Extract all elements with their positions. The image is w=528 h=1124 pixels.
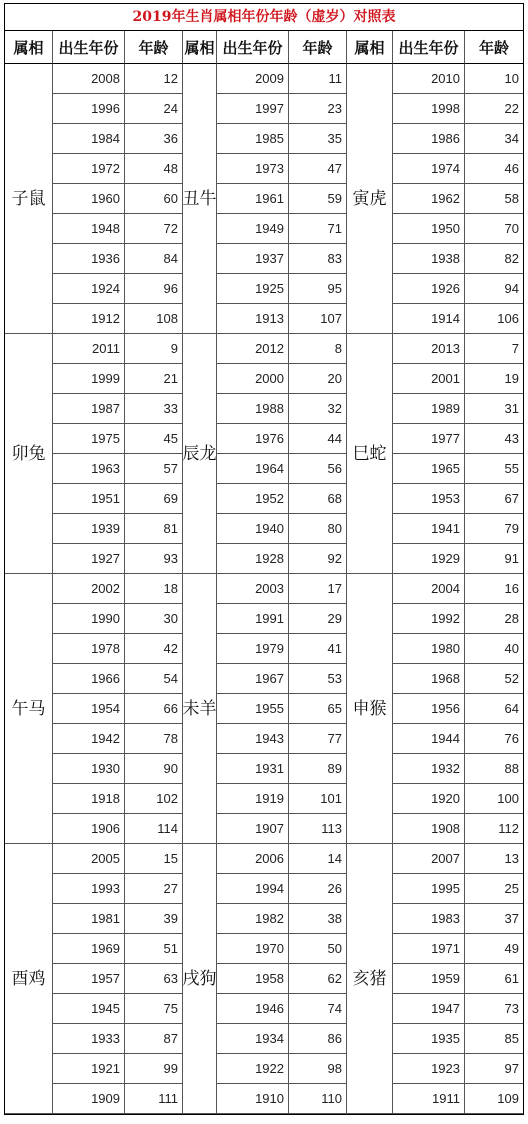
zodiac-char: 未	[183, 698, 200, 719]
age-cell: 12	[125, 64, 183, 94]
age-cell: 25	[465, 874, 523, 904]
birth-year-cell: 1979	[217, 634, 289, 664]
age-cell: 14	[289, 844, 347, 874]
zodiac-char: 午	[11, 698, 29, 719]
zodiac-name-cell	[5, 334, 53, 574]
age-cell: 33	[125, 394, 183, 424]
birth-year-cell: 1981	[53, 904, 125, 934]
age-cell: 36	[125, 124, 183, 154]
age-cell: 112	[465, 814, 523, 844]
birth-year-cell: 2010	[393, 64, 465, 94]
birth-year-cell: 1931	[217, 754, 289, 784]
age-cell: 16	[465, 574, 523, 604]
birth-year-cell: 1946	[217, 994, 289, 1024]
age-cell: 48	[125, 154, 183, 184]
zodiac-char: 虎	[369, 188, 387, 209]
birth-year-cell: 1928	[217, 544, 289, 574]
birth-year-cell: 1952	[217, 484, 289, 514]
age-cell: 100	[465, 784, 523, 814]
age-cell: 26	[289, 874, 347, 904]
birth-year-cell: 1939	[53, 514, 125, 544]
age-cell: 108	[125, 304, 183, 334]
birth-year-cell: 1980	[393, 634, 465, 664]
age-cell: 21	[125, 364, 183, 394]
age-cell: 54	[125, 664, 183, 694]
age-cell: 99	[125, 1054, 183, 1084]
age-cell: 113	[289, 814, 347, 844]
age-cell: 67	[465, 484, 523, 514]
zodiac-char: 寅	[352, 188, 370, 209]
birth-year-cell: 1989	[393, 394, 465, 424]
birth-year-cell: 1998	[393, 94, 465, 124]
zodiac-name-cell	[347, 334, 393, 574]
age-cell: 70	[465, 214, 523, 244]
birth-year-cell: 1932	[393, 754, 465, 784]
age-cell: 79	[465, 514, 523, 544]
header-age: 年龄	[125, 31, 183, 64]
birth-year-cell: 1971	[393, 934, 465, 964]
age-cell: 93	[125, 544, 183, 574]
birth-year-cell: 1948	[53, 214, 125, 244]
birth-year-cell: 1964	[217, 454, 289, 484]
zodiac-char: 龙	[199, 443, 217, 464]
age-cell: 111	[125, 1084, 183, 1114]
header-age: 年龄	[465, 31, 523, 64]
header-zodiac: 属相	[5, 31, 53, 64]
age-cell: 27	[125, 874, 183, 904]
zodiac-char: 羊	[199, 698, 217, 719]
birth-year-cell: 1995	[393, 874, 465, 904]
birth-year-cell: 1978	[53, 634, 125, 664]
age-cell: 102	[125, 784, 183, 814]
age-cell: 45	[125, 424, 183, 454]
age-cell: 38	[289, 904, 347, 934]
birth-year-cell: 2008	[53, 64, 125, 94]
age-cell: 94	[465, 274, 523, 304]
age-cell: 42	[125, 634, 183, 664]
table-title: 2019年生肖属相年份年龄（虚岁）对照表	[5, 4, 523, 31]
header-age: 年龄	[289, 31, 347, 64]
age-cell: 29	[289, 604, 347, 634]
age-cell: 59	[289, 184, 347, 214]
age-cell: 13	[465, 844, 523, 874]
age-cell: 30	[125, 604, 183, 634]
birth-year-cell: 1954	[53, 694, 125, 724]
birth-year-cell: 1947	[393, 994, 465, 1024]
birth-year-cell: 1983	[393, 904, 465, 934]
age-cell: 49	[465, 934, 523, 964]
zodiac-name-cell	[183, 844, 217, 1114]
birth-year-cell: 1913	[217, 304, 289, 334]
birth-year-cell: 1982	[217, 904, 289, 934]
age-cell: 89	[289, 754, 347, 784]
zodiac-char: 鼠	[28, 188, 46, 209]
zodiac-name-cell	[5, 844, 53, 1114]
birth-year-cell: 1967	[217, 664, 289, 694]
birth-year-cell: 1984	[53, 124, 125, 154]
birth-year-cell: 1966	[53, 664, 125, 694]
age-cell: 11	[289, 64, 347, 94]
birth-year-cell: 1936	[53, 244, 125, 274]
birth-year-cell: 1963	[53, 454, 125, 484]
birth-year-cell: 1943	[217, 724, 289, 754]
birth-year-cell: 1970	[217, 934, 289, 964]
age-cell: 41	[289, 634, 347, 664]
birth-year-cell: 1934	[217, 1024, 289, 1054]
age-cell: 15	[125, 844, 183, 874]
birth-year-cell: 1996	[53, 94, 125, 124]
age-cell: 24	[125, 94, 183, 124]
header-zodiac: 属相	[183, 31, 217, 64]
zodiac-name-cell	[347, 64, 393, 334]
birth-year-cell: 1924	[53, 274, 125, 304]
birth-year-cell: 1938	[393, 244, 465, 274]
birth-year-cell: 1906	[53, 814, 125, 844]
zodiac-name-cell	[183, 64, 217, 334]
birth-year-cell: 1957	[53, 964, 125, 994]
birth-year-cell: 2007	[393, 844, 465, 874]
zodiac-name-cell	[5, 64, 53, 334]
birth-year-cell: 1969	[53, 934, 125, 964]
age-cell: 80	[289, 514, 347, 544]
zodiac-char: 子	[11, 188, 29, 209]
age-cell: 87	[125, 1024, 183, 1054]
age-cell: 107	[289, 304, 347, 334]
age-cell: 85	[465, 1024, 523, 1054]
age-cell: 74	[289, 994, 347, 1024]
birth-year-cell: 1940	[217, 514, 289, 544]
age-cell: 18	[125, 574, 183, 604]
zodiac-age-table	[4, 3, 524, 1115]
birth-year-cell: 2003	[217, 574, 289, 604]
birth-year-cell: 1987	[53, 394, 125, 424]
age-cell: 60	[125, 184, 183, 214]
zodiac-char: 兔	[28, 443, 46, 464]
birth-year-cell: 2012	[217, 334, 289, 364]
age-cell: 61	[465, 964, 523, 994]
age-cell: 46	[465, 154, 523, 184]
birth-year-cell: 2000	[217, 364, 289, 394]
birth-year-cell: 1962	[393, 184, 465, 214]
birth-year-cell: 1907	[217, 814, 289, 844]
age-cell: 81	[125, 514, 183, 544]
birth-year-cell: 1999	[53, 364, 125, 394]
age-cell: 55	[465, 454, 523, 484]
age-cell: 51	[125, 934, 183, 964]
birth-year-cell: 1991	[217, 604, 289, 634]
age-cell: 75	[125, 994, 183, 1024]
zodiac-name-cell	[347, 574, 393, 844]
birth-year-cell: 2002	[53, 574, 125, 604]
age-cell: 53	[289, 664, 347, 694]
birth-year-cell: 1997	[217, 94, 289, 124]
birth-year-cell: 1992	[393, 604, 465, 634]
age-cell: 58	[465, 184, 523, 214]
zodiac-char: 狗	[199, 968, 217, 989]
zodiac-char: 猴	[369, 698, 387, 719]
age-cell: 28	[465, 604, 523, 634]
age-cell: 8	[289, 334, 347, 364]
birth-year-cell: 1911	[393, 1084, 465, 1114]
birth-year-cell: 1912	[53, 304, 125, 334]
zodiac-char: 卯	[11, 443, 29, 464]
birth-year-cell: 1976	[217, 424, 289, 454]
birth-year-cell: 1921	[53, 1054, 125, 1084]
birth-year-cell: 1945	[53, 994, 125, 1024]
zodiac-char: 酉	[11, 968, 29, 989]
birth-year-cell: 2011	[53, 334, 125, 364]
header-birth-year: 出生年份	[53, 31, 125, 64]
birth-year-cell: 1930	[53, 754, 125, 784]
age-cell: 66	[125, 694, 183, 724]
birth-year-cell: 2005	[53, 844, 125, 874]
zodiac-char: 申	[352, 698, 370, 719]
age-cell: 50	[289, 934, 347, 964]
birth-year-cell: 1920	[393, 784, 465, 814]
birth-year-cell: 1985	[217, 124, 289, 154]
zodiac-name-cell	[347, 844, 393, 1114]
birth-year-cell: 1909	[53, 1084, 125, 1114]
age-cell: 106	[465, 304, 523, 334]
age-cell: 77	[289, 724, 347, 754]
birth-year-cell: 1918	[53, 784, 125, 814]
zodiac-name-cell	[183, 574, 217, 844]
birth-year-cell: 1988	[217, 394, 289, 424]
age-cell: 92	[289, 544, 347, 574]
age-cell: 114	[125, 814, 183, 844]
age-cell: 22	[465, 94, 523, 124]
birth-year-cell: 1908	[393, 814, 465, 844]
birth-year-cell: 1942	[53, 724, 125, 754]
birth-year-cell: 1923	[393, 1054, 465, 1084]
zodiac-char: 鸡	[28, 968, 46, 989]
age-cell: 40	[465, 634, 523, 664]
birth-year-cell: 1929	[393, 544, 465, 574]
birth-year-cell: 1926	[393, 274, 465, 304]
birth-year-cell: 1977	[393, 424, 465, 454]
age-cell: 62	[289, 964, 347, 994]
age-cell: 32	[289, 394, 347, 424]
age-cell: 95	[289, 274, 347, 304]
age-cell: 101	[289, 784, 347, 814]
age-cell: 31	[465, 394, 523, 424]
birth-year-cell: 1956	[393, 694, 465, 724]
birth-year-cell: 1986	[393, 124, 465, 154]
age-cell: 76	[465, 724, 523, 754]
age-cell: 37	[465, 904, 523, 934]
birth-year-cell: 1950	[393, 214, 465, 244]
age-cell: 52	[465, 664, 523, 694]
birth-year-cell: 1958	[217, 964, 289, 994]
age-cell: 88	[465, 754, 523, 784]
zodiac-char: 马	[28, 698, 46, 719]
age-cell: 69	[125, 484, 183, 514]
birth-year-cell: 1972	[53, 154, 125, 184]
age-cell: 82	[465, 244, 523, 274]
birth-year-cell: 1974	[393, 154, 465, 184]
birth-year-cell: 1941	[393, 514, 465, 544]
age-cell: 91	[465, 544, 523, 574]
header-birth-year: 出生年份	[217, 31, 289, 64]
birth-year-cell: 1910	[217, 1084, 289, 1114]
age-cell: 64	[465, 694, 523, 724]
birth-year-cell: 1933	[53, 1024, 125, 1054]
age-cell: 98	[289, 1054, 347, 1084]
age-cell: 83	[289, 244, 347, 274]
age-cell: 68	[289, 484, 347, 514]
birth-year-cell: 1990	[53, 604, 125, 634]
age-cell: 78	[125, 724, 183, 754]
age-cell: 39	[125, 904, 183, 934]
age-cell: 35	[289, 124, 347, 154]
birth-year-cell: 1949	[217, 214, 289, 244]
birth-year-cell: 1953	[393, 484, 465, 514]
zodiac-name-cell	[5, 574, 53, 844]
age-cell: 57	[125, 454, 183, 484]
birth-year-cell: 1955	[217, 694, 289, 724]
birth-year-cell: 1959	[393, 964, 465, 994]
birth-year-cell: 1961	[217, 184, 289, 214]
age-cell: 20	[289, 364, 347, 394]
birth-year-cell: 1965	[393, 454, 465, 484]
age-cell: 34	[465, 124, 523, 154]
zodiac-name-cell	[183, 334, 217, 574]
zodiac-char: 猪	[369, 968, 387, 989]
age-cell: 43	[465, 424, 523, 454]
birth-year-cell: 2013	[393, 334, 465, 364]
zodiac-char: 蛇	[369, 443, 387, 464]
birth-year-cell: 2004	[393, 574, 465, 604]
age-cell: 86	[289, 1024, 347, 1054]
birth-year-cell: 1993	[53, 874, 125, 904]
birth-year-cell: 1994	[217, 874, 289, 904]
header-birth-year: 出生年份	[393, 31, 465, 64]
age-cell: 10	[465, 64, 523, 94]
birth-year-cell: 1919	[217, 784, 289, 814]
age-cell: 73	[465, 994, 523, 1024]
birth-year-cell: 1914	[393, 304, 465, 334]
age-cell: 110	[289, 1084, 347, 1114]
birth-year-cell: 1973	[217, 154, 289, 184]
birth-year-cell: 1927	[53, 544, 125, 574]
age-cell: 90	[125, 754, 183, 784]
age-cell: 65	[289, 694, 347, 724]
age-cell: 71	[289, 214, 347, 244]
birth-year-cell: 1935	[393, 1024, 465, 1054]
birth-year-cell: 1925	[217, 274, 289, 304]
zodiac-char: 辰	[183, 443, 200, 464]
age-cell: 23	[289, 94, 347, 124]
zodiac-char: 戌	[183, 968, 200, 989]
zodiac-char: 巳	[352, 443, 370, 464]
age-cell: 109	[465, 1084, 523, 1114]
age-cell: 7	[465, 334, 523, 364]
birth-year-cell: 2006	[217, 844, 289, 874]
age-cell: 63	[125, 964, 183, 994]
birth-year-cell: 1922	[217, 1054, 289, 1084]
age-cell: 97	[465, 1054, 523, 1084]
age-cell: 72	[125, 214, 183, 244]
birth-year-cell: 1968	[393, 664, 465, 694]
age-cell: 96	[125, 274, 183, 304]
birth-year-cell: 1951	[53, 484, 125, 514]
zodiac-char: 牛	[199, 188, 217, 209]
age-cell: 44	[289, 424, 347, 454]
age-cell: 84	[125, 244, 183, 274]
age-cell: 17	[289, 574, 347, 604]
age-cell: 56	[289, 454, 347, 484]
age-cell: 19	[465, 364, 523, 394]
birth-year-cell: 1960	[53, 184, 125, 214]
birth-year-cell: 1975	[53, 424, 125, 454]
birth-year-cell: 1937	[217, 244, 289, 274]
age-cell: 47	[289, 154, 347, 184]
zodiac-char: 丑	[183, 188, 200, 209]
header-zodiac: 属相	[347, 31, 393, 64]
birth-year-cell: 2001	[393, 364, 465, 394]
age-cell: 9	[125, 334, 183, 364]
birth-year-cell: 1944	[393, 724, 465, 754]
table-grid	[5, 31, 523, 1114]
zodiac-char: 亥	[352, 968, 370, 989]
birth-year-cell: 2009	[217, 64, 289, 94]
